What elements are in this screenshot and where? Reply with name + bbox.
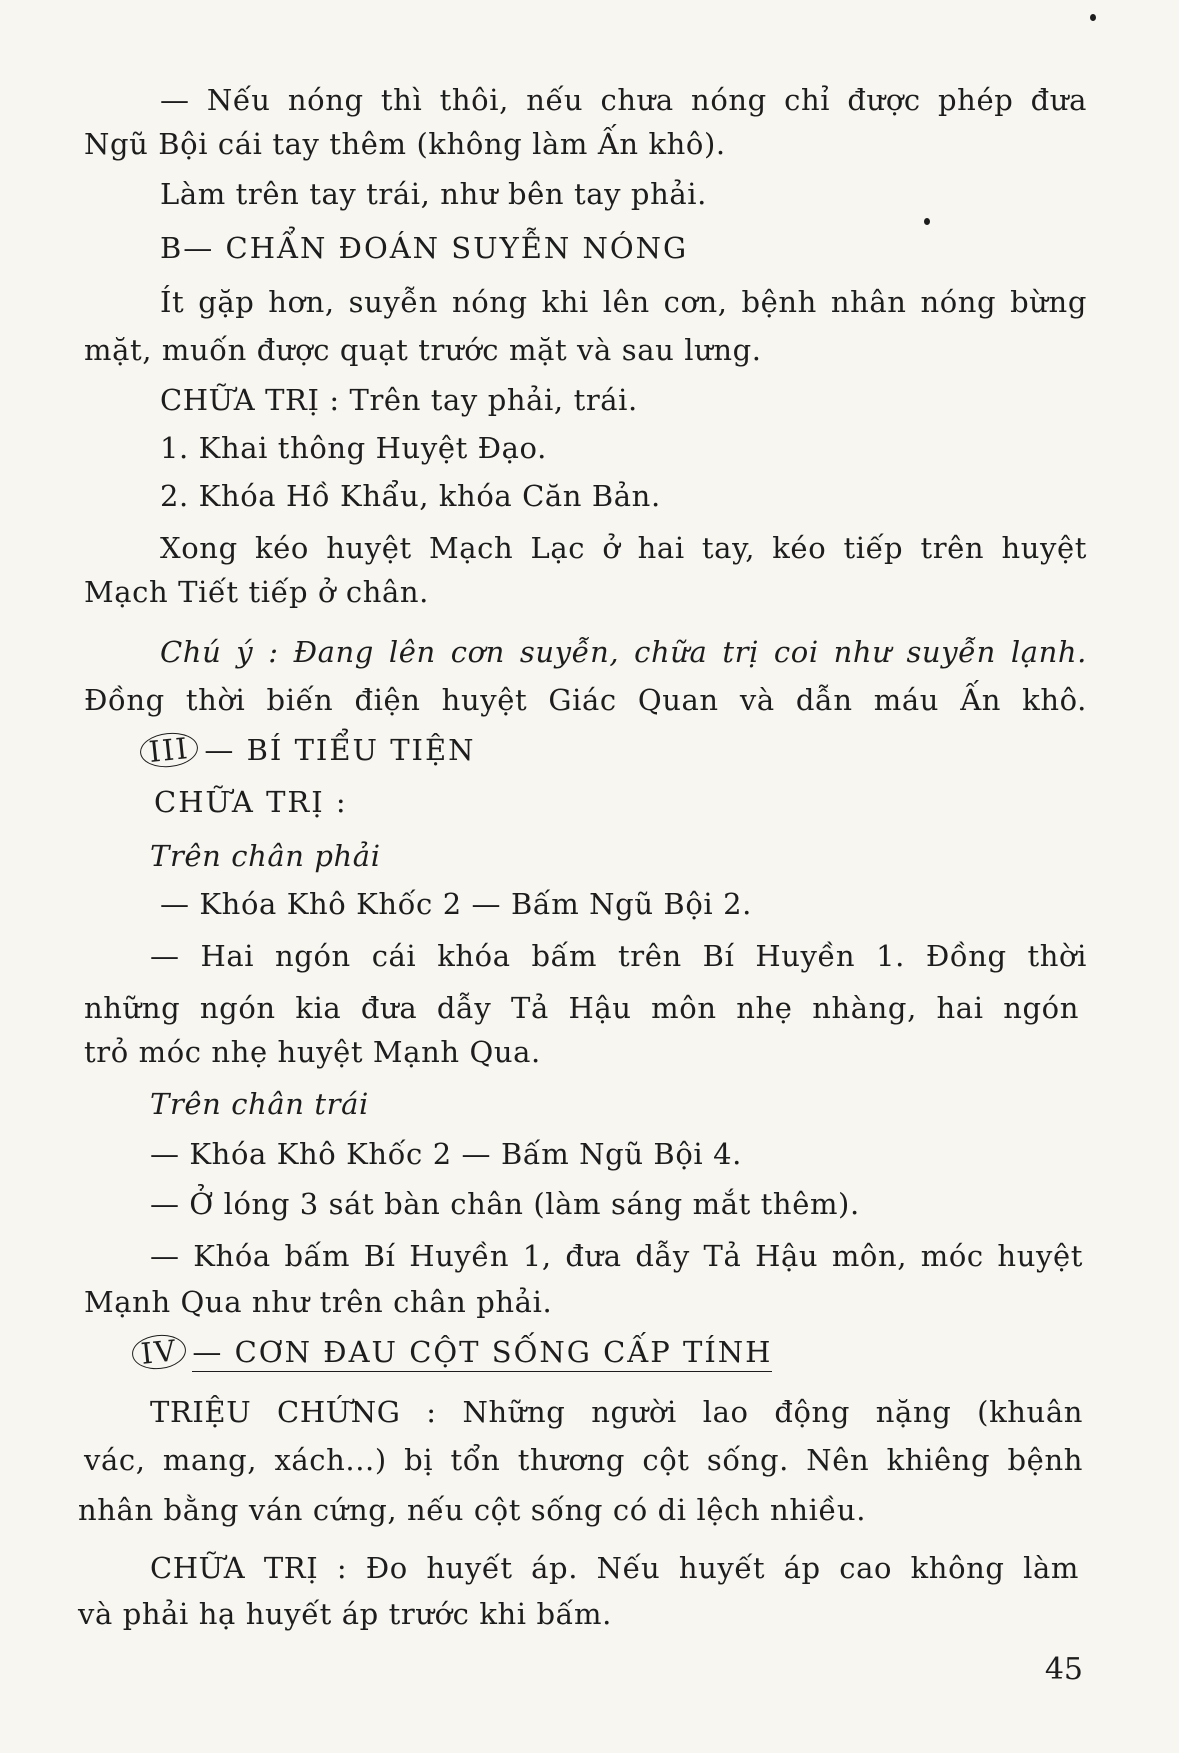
text-line: Mạch Tiết tiếp ở chân. xyxy=(84,575,429,609)
text-line: và phải hạ huyết áp trước khi bấm. xyxy=(78,1597,612,1631)
section-title: — BÍ TIỂU TIỆN xyxy=(204,733,476,767)
text-line: 2. Khóa Hồ Khẩu, khóa Căn Bản. xyxy=(160,479,661,513)
subheading: CHỮA TRỊ : xyxy=(154,785,348,819)
subheading-italic: Trên chân phải xyxy=(150,839,381,873)
section-title: — CƠN ĐAU CỘT SỐNG CẤP TÍNH xyxy=(192,1335,772,1372)
section-heading xyxy=(140,730,1095,770)
text-line: Đồng thời biến điện huyệt Giác Quan và dẫn máu Ấn khô. xyxy=(84,683,1087,717)
note-line: Chú ý : Đang lên cơn suyễn, chữa trị coi như suyễn lạnh. xyxy=(160,635,1087,669)
section-number-circled: IV xyxy=(130,1332,188,1372)
subheading-italic: Trên chân trái xyxy=(150,1087,369,1121)
text-line: những ngón kia đưa dẫy Tả Hậu môn nhẹ nhàng, hai ngón xyxy=(84,991,1079,1025)
text-line: Xong kéo huyệt Mạch Lạc ở hai tay, kéo tiếp trên huyệt xyxy=(160,531,1087,565)
text-line: — Khóa Khô Khốc 2 — Bấm Ngũ Bội 4. xyxy=(150,1137,742,1171)
text-line: Mạnh Qua như trên chân phải. xyxy=(84,1285,553,1319)
text-line: nhân bằng ván cứng, nếu cột sống có di lệch nhiều. xyxy=(78,1493,867,1527)
text-line: Làm trên tay trái, như bên tay phải. xyxy=(160,177,707,211)
print-speck xyxy=(1090,14,1096,21)
text-line: CHỮA TRỊ : Trên tay phải, trái. xyxy=(160,383,638,417)
text-line: — Ở lóng 3 sát bàn chân (làm sáng mắt thêm). xyxy=(150,1187,860,1221)
section-heading xyxy=(132,1332,1095,1372)
text-line: Ngũ Bội cái tay thêm (không làm Ấn khô). xyxy=(84,127,726,161)
page-number: 45 xyxy=(1044,1652,1083,1687)
text-line: — Khóa bấm Bí Huyền 1, đưa dẫy Tả Hậu môn, móc huyệt xyxy=(150,1239,1083,1273)
text-line: mặt, muốn được quạt trước mặt và sau lưng. xyxy=(84,333,762,367)
text-line: TRIỆU CHỨNG : Những người lao động nặng (khuân xyxy=(150,1395,1083,1429)
text-line: 1. Khai thông Huyệt Đạo. xyxy=(160,431,547,465)
text-line: — Hai ngón cái khóa bấm trên Bí Huyền 1. Đồng thời xyxy=(150,939,1087,973)
text-line: — Khóa Khô Khốc 2 — Bấm Ngũ Bội 2. xyxy=(160,887,752,921)
section-heading: B— CHẨN ĐOÁN SUYỄN NÓNG xyxy=(160,231,689,265)
text-line: trỏ móc nhẹ huyệt Mạnh Qua. xyxy=(84,1035,541,1069)
text-line: Ít gặp hơn, suyễn nóng khi lên cơn, bệnh nhân nóng bừng xyxy=(160,285,1087,319)
print-speck xyxy=(924,218,930,225)
text-line: — Nếu nóng thì thôi, nếu chưa nóng chỉ được phép đưa xyxy=(160,83,1087,117)
text-line: CHỮA TRỊ : Đo huyết áp. Nếu huyết áp cao không làm xyxy=(150,1551,1079,1585)
text-line: vác, mang, xách...) bị tổn thương cột sống. Nên khiêng bệnh xyxy=(84,1443,1083,1477)
section-number-circled: III xyxy=(138,730,200,770)
